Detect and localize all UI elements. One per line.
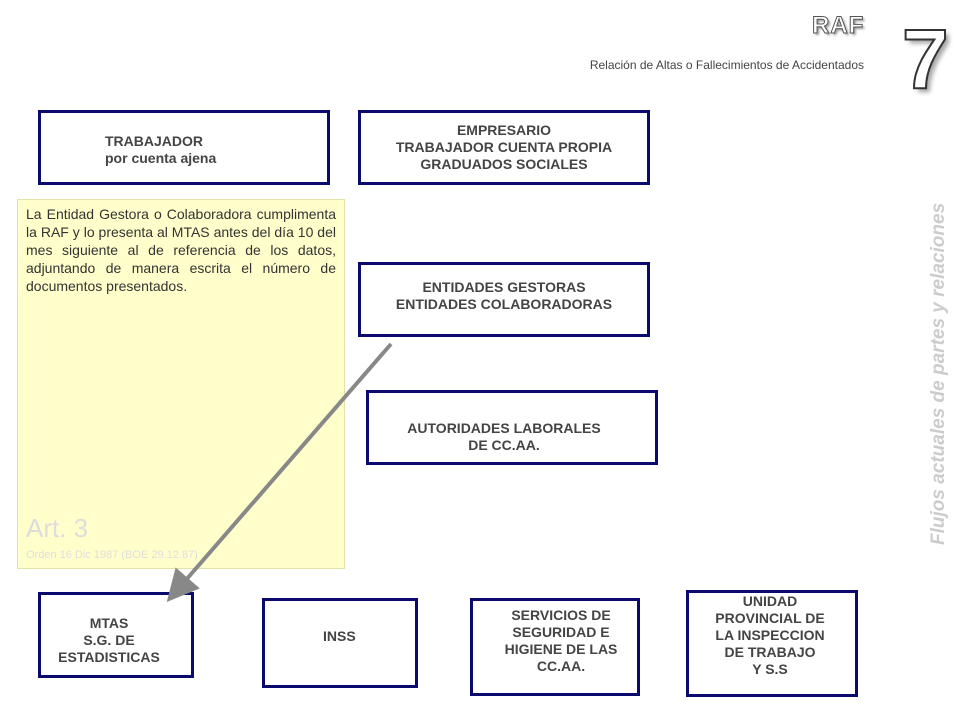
box-unidad-line: Y S.S [752, 661, 788, 677]
box-autoridades-line: DE CC.AA. [468, 437, 540, 453]
box-servicios-line: HIGIENE DE LAS [504, 641, 618, 657]
page-title: RAF [812, 12, 865, 39]
box-entidades-line: ENTIDADES GESTORAS [422, 279, 586, 295]
page-subtitle: Relación de Altas o Fallecimientos de Accidentados [589, 58, 864, 72]
box-unidad-line: PROVINCIAL DE [715, 610, 825, 626]
box-servicios-line: CC.AA. [536, 658, 586, 674]
box-servicios-line: SEGURIDAD E [512, 624, 610, 640]
side-caption: Flujos actuales de partes y relaciones [928, 202, 949, 545]
box-unidad-line: UNIDAD [742, 593, 798, 609]
note-text: La Entidad Gestora o Colaboradora cumplimenta la RAF y lo presenta al MTAS antes del día 10 del mes siguiente al de referencia de los datos, adjuntando de manera escrita el número de documentos presentados. [26, 206, 336, 294]
box-mtas-line: ESTADISTICAS [58, 649, 160, 665]
flow-arrow-line [172, 344, 391, 596]
box-unidad-line: DE TRABAJO [724, 644, 816, 660]
box-unidad-line: LA INSPECCION [715, 627, 825, 643]
box-inss-line: INSS [323, 628, 356, 644]
box-entidades-line: ENTIDADES COLABORADORAS [395, 296, 613, 312]
box-servicios-line: SERVICIOS DE [511, 607, 611, 623]
article-reference: Orden 16 Dic 1987 (BOE 29.12.87) [26, 549, 198, 561]
box-empresario-line: EMPRESARIO [456, 122, 552, 138]
box-empresario-line: GRADUADOS SOCIALES [420, 156, 588, 172]
box-empresario-line: TRABAJADOR CUENTA PROPIA [395, 139, 613, 155]
box-trabajador-line: TRABAJADOR [105, 133, 203, 149]
slide-number: 7 [902, 12, 949, 106]
box-mtas-line: S.G. DE [83, 632, 135, 648]
box-autoridades-line: AUTORIDADES LABORALES [407, 420, 601, 436]
article-label: Art. 3 [26, 513, 89, 543]
box-trabajador-line: por cuenta ajena [105, 150, 217, 166]
box-mtas-line: MTAS [89, 615, 129, 631]
